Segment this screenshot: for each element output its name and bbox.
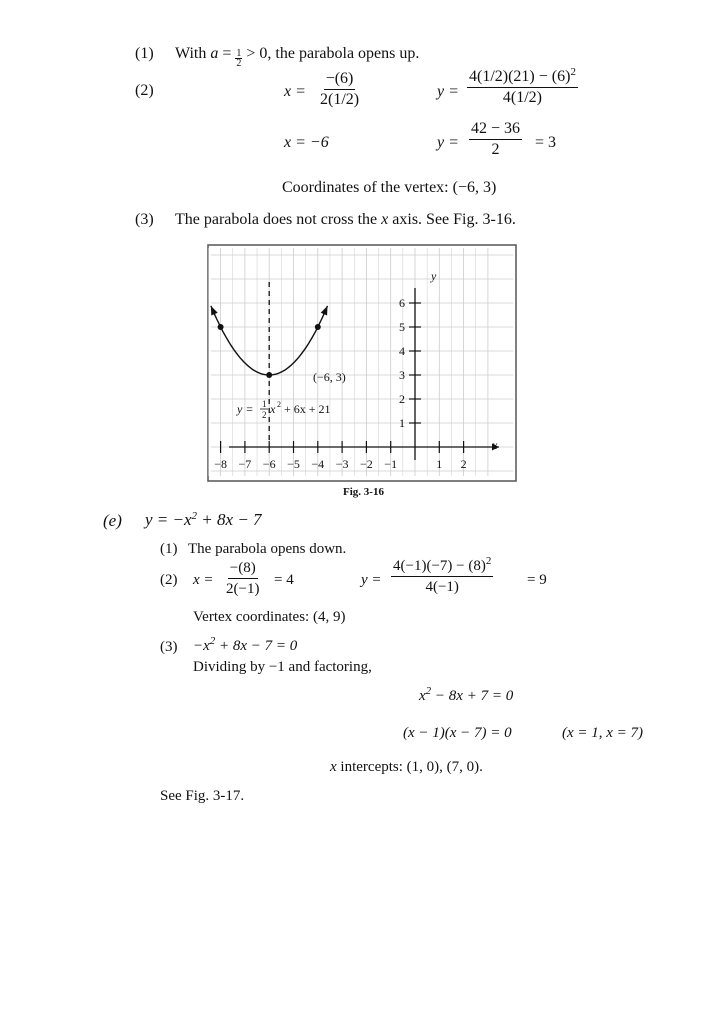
x-tick-label: −7: [238, 457, 252, 471]
fraction-denominator: 2: [262, 410, 267, 420]
step-number: (3): [135, 211, 154, 228]
fraction-denominator: 2: [236, 58, 242, 69]
fraction-denominator: 4(−1): [425, 579, 459, 595]
y-tick-label: 2: [399, 392, 405, 406]
variable: a: [210, 45, 219, 62]
fraction-y-vertex: [467, 68, 578, 107]
equation-lhs: x =: [284, 83, 306, 100]
roots-note: (x = 1, x = 7): [562, 725, 644, 741]
variable: x: [381, 211, 389, 228]
text-fragment: y = −x: [145, 510, 192, 529]
vertex-coordinates: Coordinates of the vertex: (−6, 3): [282, 179, 497, 196]
fraction-denominator: 4(1/2): [502, 89, 543, 106]
exponent: 2: [570, 66, 576, 78]
step-text: [175, 45, 419, 68]
y-tick-label: 3: [399, 368, 405, 382]
step-number: (3): [160, 639, 178, 655]
exponent: 2: [425, 685, 432, 697]
y-tick-label: 5: [399, 320, 405, 334]
x-tick-label: −5: [287, 457, 300, 471]
variable: x: [330, 759, 337, 775]
curve-point: [218, 324, 224, 330]
fraction-denominator: 2(−1): [226, 581, 260, 597]
step-text: [175, 211, 516, 229]
fraction-denominator: 2(1/2): [320, 91, 360, 108]
equation-rest: + 6x + 21: [284, 402, 331, 416]
figure-3-16: [207, 244, 517, 482]
fraction-x-vertex: [318, 70, 361, 109]
part-label: (e): [103, 511, 122, 530]
step-number: (2): [160, 572, 178, 588]
text-fragment: The parabola does not cross the: [175, 211, 382, 228]
exponent: 2: [209, 635, 216, 647]
figure-frame: [208, 245, 516, 481]
text-fragment: axis. See Fig. 3-16.: [388, 211, 516, 228]
text-fragment: x: [419, 688, 426, 704]
fraction-y-simplified: [469, 120, 522, 159]
intercepts: [330, 759, 483, 776]
equation-lhs: y =: [437, 83, 459, 100]
x-tick-label: −6: [262, 457, 276, 471]
text-fragment: > 0, the parabola opens up.: [242, 45, 420, 62]
equation-lhs: x =: [193, 572, 214, 588]
fraction-x-vertex: [224, 559, 261, 598]
equation-lhs: y =: [361, 572, 382, 588]
fraction-denominator: 2: [491, 141, 500, 158]
equation-exponent: 2: [277, 400, 281, 409]
curve-point: [315, 324, 321, 330]
fraction-y-vertex: [391, 557, 493, 596]
fraction-numerator: 42 − 36: [469, 120, 522, 140]
y-axis-label: y: [431, 269, 437, 283]
x-axis-label: x: [492, 438, 498, 452]
part-equation: [145, 510, 262, 530]
factored-equation: (x − 1)(x − 7) = 0: [403, 725, 512, 741]
text-fragment: −x: [193, 638, 210, 654]
fraction-numerator: −(6): [324, 70, 356, 90]
step-text: Dividing by −1 and factoring,: [193, 659, 372, 675]
vertex-coordinates: Vertex coordinates: (4, 9): [193, 609, 346, 625]
y-result: = 3: [535, 134, 557, 151]
step-number: (1): [135, 45, 154, 62]
text-fragment: + 8x − 7: [197, 510, 262, 529]
text-fragment: 4(1/2)(21) − (6): [469, 68, 571, 85]
vertex-point: [266, 372, 272, 378]
text-fragment: intercepts: (1, 0), (7, 0).: [336, 759, 483, 775]
x-tick-label: −4: [311, 457, 325, 471]
y-tick-label: 6: [399, 296, 405, 310]
text-fragment: With: [175, 45, 211, 62]
x-tick-label: −3: [335, 457, 349, 471]
text-fragment: 4(−1)(−7) − (8): [393, 558, 486, 574]
x-tick-label: 1: [436, 457, 443, 471]
step-number: (2): [135, 82, 154, 99]
equation-lhs: y =: [237, 402, 254, 416]
y-tick-label: 1: [399, 416, 405, 430]
see-figure-note: See Fig. 3-17.: [160, 788, 245, 804]
fraction-numerator: [467, 68, 578, 88]
equation-line: [419, 685, 514, 705]
text-fragment: =: [218, 45, 236, 62]
step-text: The parabola opens down.: [188, 541, 347, 557]
vertex-label: (−6, 3): [313, 370, 346, 384]
fraction-numerator: 1: [236, 48, 242, 59]
x-tick-label: −2: [360, 457, 373, 471]
equation-var: x: [270, 402, 276, 416]
fraction-numerator: [391, 557, 493, 577]
exponent: 2: [191, 510, 198, 522]
figure-caption: Fig. 3-16: [343, 486, 384, 498]
x-result: x = −6: [284, 134, 329, 151]
step-equation: [193, 635, 298, 655]
equation-lhs: y =: [437, 134, 459, 151]
x-tick-label: −1: [384, 457, 398, 471]
x-tick-label: −8: [214, 457, 227, 471]
fraction-numerator: −(8): [228, 559, 258, 579]
y-tick-label: 4: [399, 344, 405, 358]
y-result: = 9: [527, 572, 547, 588]
exponent: 2: [485, 555, 492, 567]
fraction-numerator: 1: [262, 399, 267, 409]
step-number: (1): [160, 541, 178, 557]
x-result: = 4: [274, 572, 294, 588]
text-fragment: − 8x + 7 = 0: [431, 688, 514, 704]
x-tick-label: 2: [460, 457, 467, 471]
text-fragment: + 8x − 7 = 0: [215, 638, 298, 654]
